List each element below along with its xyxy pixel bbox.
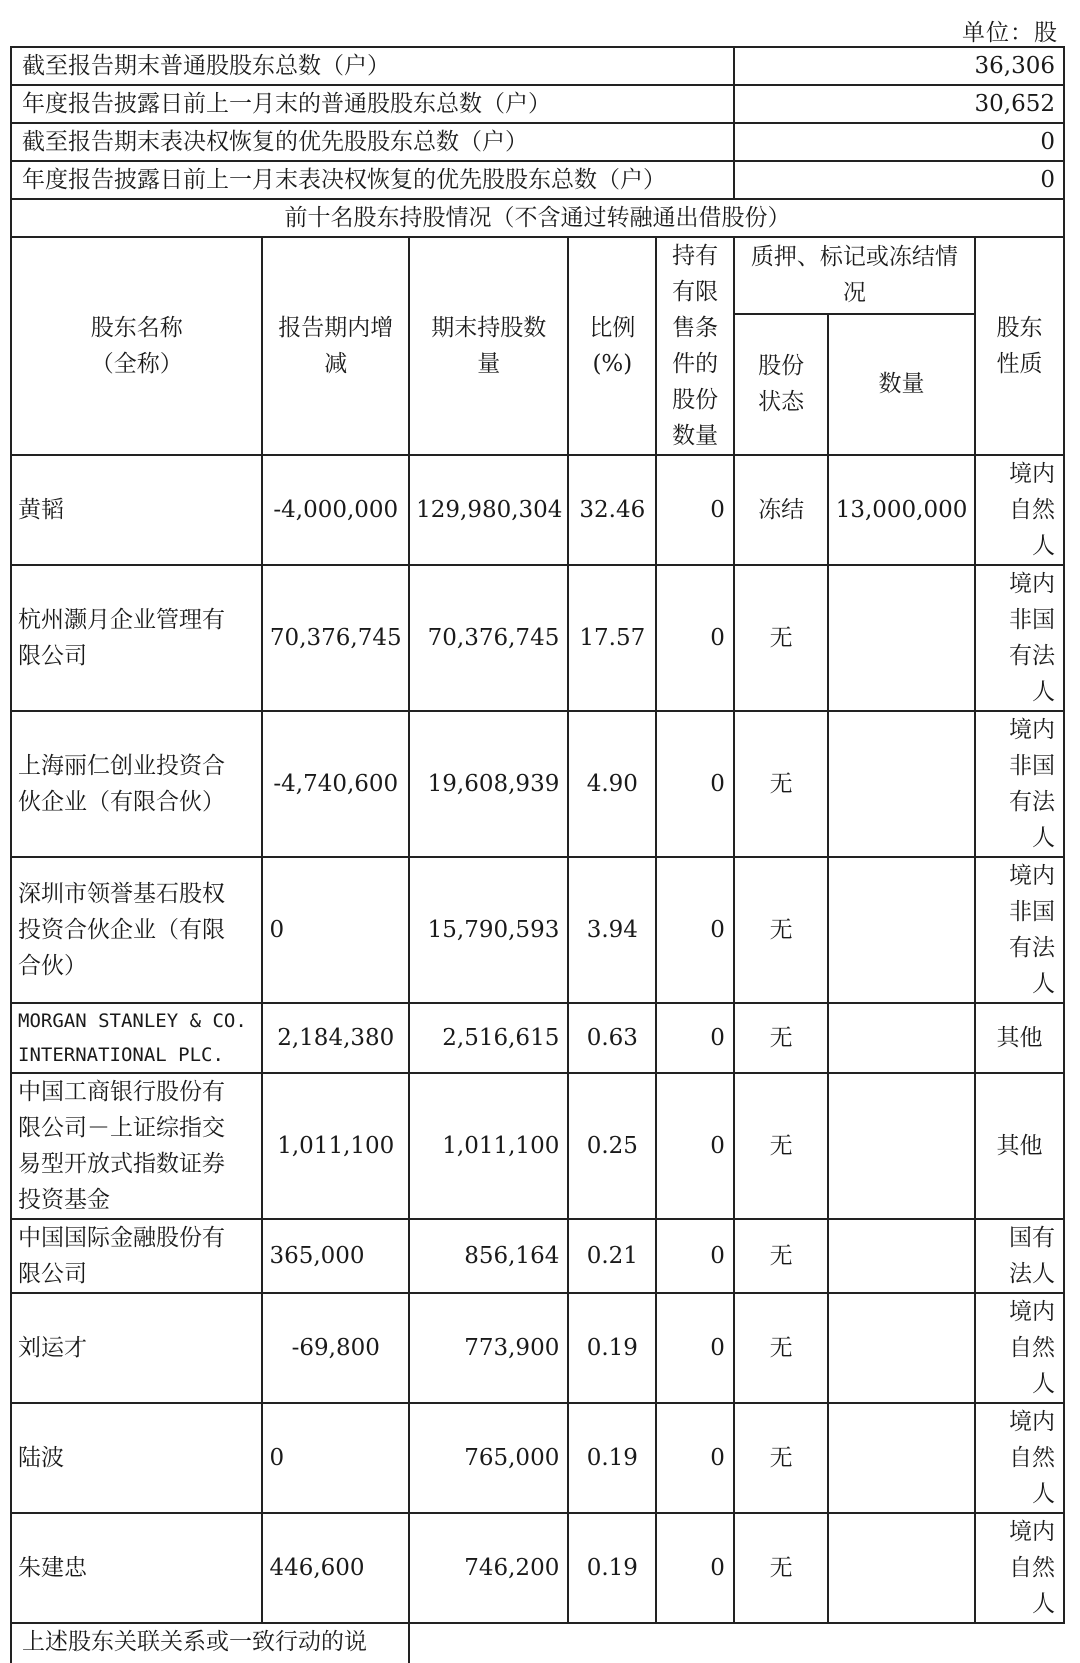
cell-pledge-qty	[828, 1513, 975, 1623]
cell-ratio: 0.25	[568, 1073, 656, 1219]
cell-name: MORGAN STANLEY & CO. INTERNATIONAL PLC.	[11, 1003, 262, 1073]
cell-name: 黄韬	[11, 455, 262, 565]
cell-nature: 国有 法人	[975, 1219, 1064, 1293]
header-restricted: 持有 有限 售条 件的 股份 数量	[656, 237, 734, 455]
cell-pledge-status: 无	[734, 711, 828, 857]
cell-restricted: 0	[656, 1219, 734, 1293]
table-row	[11, 1219, 1064, 1293]
summary-label: 截至报告期末普通股股东总数（户）	[11, 47, 734, 85]
cell-holding: 746,200	[409, 1513, 568, 1623]
cell-holding: 773,900	[409, 1293, 568, 1403]
cell-change: 446,600	[262, 1513, 409, 1623]
summary-label: 截至报告期末表决权恢复的优先股股东总数（户）	[11, 123, 734, 161]
cell-pledge-status: 无	[734, 857, 828, 1003]
table-row	[11, 455, 1064, 565]
table-row	[11, 1073, 1064, 1219]
cell-restricted: 0	[656, 857, 734, 1003]
cell-change: 0	[262, 1403, 409, 1513]
cell-nature: 境内 非国 有法 人	[975, 565, 1064, 711]
table-row	[11, 1403, 1064, 1513]
table-row	[11, 857, 1064, 1003]
cell-restricted: 0	[656, 1403, 734, 1513]
cell-pledge-status: 无	[734, 1513, 828, 1623]
unit-label: 单位：股	[962, 20, 1058, 46]
summary-value: 30,652	[734, 85, 1064, 123]
cell-name: 中国工商银行股份有 限公司－上证综指交 易型开放式指数证券 投资基金	[11, 1073, 262, 1219]
footer-blank	[409, 1623, 1064, 1663]
footer-note: 上述股东关联关系或一致行动的说	[11, 1623, 409, 1663]
summary-row	[11, 85, 1064, 123]
cell-holding: 19,608,939	[409, 711, 568, 857]
cell-nature: 境内 自然 人	[975, 1513, 1064, 1623]
cell-pledge-status: 无	[734, 565, 828, 711]
cell-pledge-qty	[828, 711, 975, 857]
cell-restricted: 0	[656, 711, 734, 857]
summary-label: 年度报告披露日前上一月末表决权恢复的优先股股东总数（户）	[11, 161, 734, 199]
cell-change: -4,000,000	[262, 455, 409, 565]
cell-ratio: 0.63	[568, 1003, 656, 1073]
cell-ratio: 0.21	[568, 1219, 656, 1293]
cell-change: -4,740,600	[262, 711, 409, 857]
section-title-row	[11, 199, 1064, 237]
cell-change: 70,376,745	[262, 565, 409, 711]
cell-ratio: 3.94	[568, 857, 656, 1003]
cell-pledge-status: 冻结	[734, 455, 828, 565]
header-holding: 期末持股数 量	[409, 237, 568, 455]
table-row	[11, 1513, 1064, 1623]
summary-label: 年度报告披露日前上一月末的普通股股东总数（户）	[11, 85, 734, 123]
header-row	[11, 237, 1064, 314]
cell-ratio: 32.46	[568, 455, 656, 565]
summary-row	[11, 47, 1064, 85]
summary-row	[11, 161, 1064, 199]
cell-name: 杭州灏月企业管理有 限公司	[11, 565, 262, 711]
cell-change: 365,000	[262, 1219, 409, 1293]
cell-holding: 2,516,615	[409, 1003, 568, 1073]
cell-pledge-status: 无	[734, 1003, 828, 1073]
cell-restricted: 0	[656, 565, 734, 711]
table-row	[11, 711, 1064, 857]
cell-pledge-qty	[828, 565, 975, 711]
cell-name: 中国国际金融股份有 限公司	[11, 1219, 262, 1293]
cell-nature: 境内 自然 人	[975, 1293, 1064, 1403]
cell-change: 2,184,380	[262, 1003, 409, 1073]
table-body	[11, 47, 1064, 1663]
summary-value: 0	[734, 161, 1064, 199]
cell-pledge-qty: 13,000,000	[828, 455, 975, 565]
cell-name: 朱建忠	[11, 1513, 262, 1623]
header-pledge-group: 质押、标记或冻结情 况	[734, 237, 975, 314]
cell-name: 刘运才	[11, 1293, 262, 1403]
table-row	[11, 1293, 1064, 1403]
cell-restricted: 0	[656, 1073, 734, 1219]
cell-change: 1,011,100	[262, 1073, 409, 1219]
summary-row	[11, 123, 1064, 161]
cell-change: -69,800	[262, 1293, 409, 1403]
table-row	[11, 1003, 1064, 1073]
cell-pledge-qty	[828, 1403, 975, 1513]
shareholder-table	[10, 46, 1065, 1663]
cell-name: 陆波	[11, 1403, 262, 1513]
cell-change: 0	[262, 857, 409, 1003]
cell-nature: 境内 非国 有法 人	[975, 857, 1064, 1003]
cell-nature: 其他	[975, 1003, 1064, 1073]
cell-pledge-status: 无	[734, 1293, 828, 1403]
cell-pledge-qty	[828, 1073, 975, 1219]
cell-ratio: 4.90	[568, 711, 656, 857]
cell-nature: 境内 自然 人	[975, 455, 1064, 565]
cell-holding: 856,164	[409, 1219, 568, 1293]
cell-name: 上海丽仁创业投资合 伙企业（有限合伙）	[11, 711, 262, 857]
summary-value: 36,306	[734, 47, 1064, 85]
cell-pledge-qty	[828, 1003, 975, 1073]
cell-ratio: 17.57	[568, 565, 656, 711]
header-pledge-qty: 数量	[828, 314, 975, 455]
cell-pledge-status: 无	[734, 1403, 828, 1513]
section-title: 前十名股东持股情况（不含通过转融通出借股份）	[11, 199, 1064, 237]
cell-pledge-qty	[828, 857, 975, 1003]
table-row	[11, 565, 1064, 711]
cell-nature: 境内 自然 人	[975, 1403, 1064, 1513]
cell-ratio: 0.19	[568, 1293, 656, 1403]
cell-name: 深圳市领誉基石股权 投资合伙企业（有限 合伙）	[11, 857, 262, 1003]
cell-restricted: 0	[656, 1003, 734, 1073]
cell-holding: 765,000	[409, 1403, 568, 1513]
footer-row	[11, 1623, 1064, 1663]
cell-holding: 15,790,593	[409, 857, 568, 1003]
cell-pledge-status: 无	[734, 1073, 828, 1219]
header-name: 股东名称 （全称）	[11, 237, 262, 455]
cell-restricted: 0	[656, 1293, 734, 1403]
cell-pledge-status: 无	[734, 1219, 828, 1293]
header-pledge-status: 股份 状态	[734, 314, 828, 455]
cell-restricted: 0	[656, 455, 734, 565]
cell-pledge-qty	[828, 1219, 975, 1293]
cell-restricted: 0	[656, 1513, 734, 1623]
header-change: 报告期内增 减	[262, 237, 409, 455]
cell-holding: 70,376,745	[409, 565, 568, 711]
header-ratio: 比例 (%)	[568, 237, 656, 455]
cell-pledge-qty	[828, 1293, 975, 1403]
cell-holding: 129,980,304	[409, 455, 568, 565]
cell-nature: 其他	[975, 1073, 1064, 1219]
cell-ratio: 0.19	[568, 1513, 656, 1623]
cell-nature: 境内 非国 有法 人	[975, 711, 1064, 857]
cell-holding: 1,011,100	[409, 1073, 568, 1219]
summary-value: 0	[734, 123, 1064, 161]
cell-ratio: 0.19	[568, 1403, 656, 1513]
header-nature: 股东 性质	[975, 237, 1064, 455]
